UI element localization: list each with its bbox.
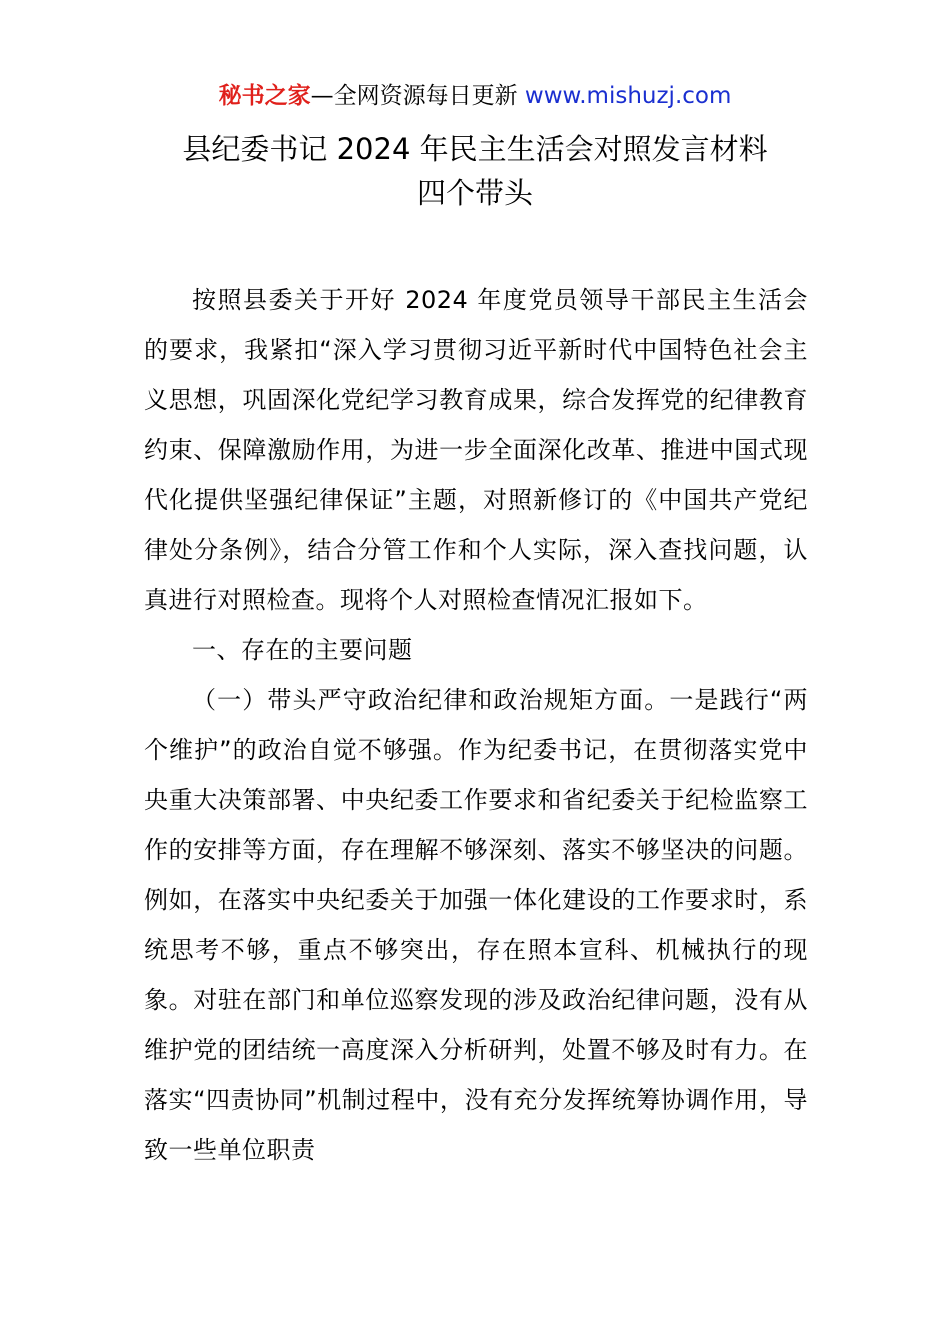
header-tagline: —全网资源每日更新 (310, 83, 525, 109)
site-header (0, 80, 950, 112)
document-body (144, 275, 808, 1175)
site-url[interactable]: www.mishuzj.com (524, 83, 732, 109)
brand-name: 秘书之家 (218, 83, 311, 109)
section-heading: 一、存在的主要问题 (192, 636, 413, 664)
title-line-2: 四个带头 (416, 176, 533, 210)
body-paragraph: （一）带头严守政治纪律和政治规矩方面。一是践行“两个维护”的政治自觉不够强。作为纪委书记，在贯彻落实党中央重大决策部署、中央纪委工作要求和省纪委关于纪检监察工作的安排等方面，存在理解不够深刻、落实不够坚决的问题。例如，在落实中央纪委关于加强一体化建设的工作要求时，系统思考不够，重点不够突出，存在照本宣科、机械执行的现象。对驻在部门和单位巡察发现的涉及政治纪律问题，没有从维护党的团结统一高度深入分析研判，处置不够及时有力。在落实“四责协同”机制过程中，没有充分发挥统筹协调作用，导致一些单位职责 (144, 686, 808, 1164)
title-line-1: 县纪委书记 2024 年民主生活会对照发言材料 (182, 132, 768, 166)
document-title (0, 127, 950, 215)
intro-paragraph: 按照县委关于开好 2024 年度党员领导干部民主生活会的要求，我紧扣“深入学习贯彻习近平新时代中国特色社会主义思想，巩固深化党纪学习教育成果，综合发挥党的纪律教育约束、保障激励作用，为进一步全面深化改革、推进中国式现代化提供坚强纪律保证”主题，对照新修订的《中国共产党纪律处分条例》，结合分管工作和个人实际，深入查找问题，认真进行对照检查。现将个人对照检查情况汇报如下。 (144, 286, 808, 614)
